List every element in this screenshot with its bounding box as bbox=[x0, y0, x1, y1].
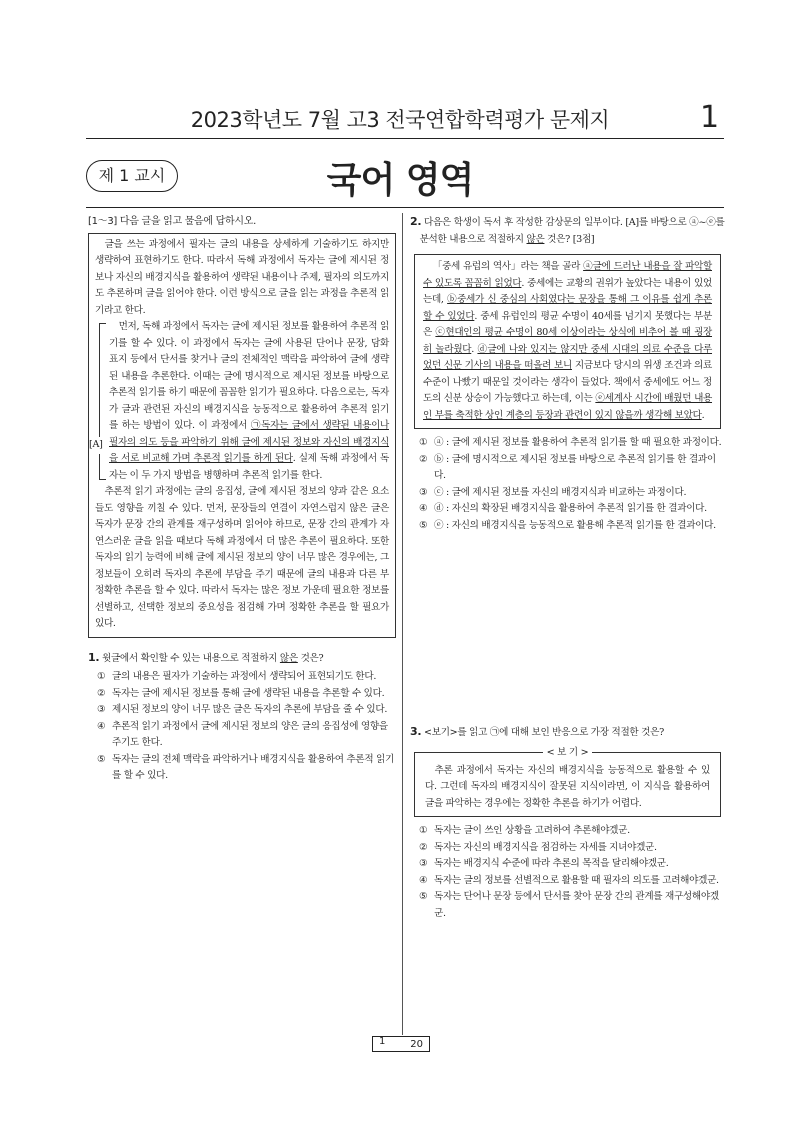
option[interactable]: ① 글의 내용은 필자가 기술하는 과정에서 생략되어 표현되기도 한다. bbox=[97, 671, 377, 682]
option[interactable]: ② 독자는 글에 제시된 정보를 통해 글에 생략된 내용을 추론할 수 있다. bbox=[97, 687, 385, 699]
option[interactable]: ③ ⓒ : 글에 제시된 정보를 자신의 배경지식과 비교하는 과정이다. bbox=[419, 486, 687, 498]
passage-paragraph-2: 먼저, 독해 과정에서 독자는 글에 제시된 정보를 활용하여 추론적 읽기를 할 수 있다. 이 과정에서 독자는 글에 사용된 단어나 문장, 담화 표지 등에서 단서를 찾거나 글의 전체적인 맥락을 파악하여 글에 생략된 내용을 추론한다. 이때는 글에 명시적으로 제시된 정보를 바탕으로 추론적 읽기를 하기 때문에 꼼꼼한 읽기가 필요하다. 다음으로는, 독자가 글과 관련된 자신의 배경지식을 능동적으로 활용하여 추론적 읽기를 하는 방법이 있다. 이 과정에서 ㉠독자는 글에서 생략된 내용이나 필자의 의도 등을 파악하기 위해 글에 제시된 정보와 자신의 배경지식을 서로 비교해 가며 추론적 읽기를 하게 된다. 실제 독해 과정에서 독자는 이 두 가지 방법을 병행하며 추론적 읽기를 한다. bbox=[109, 321, 389, 481]
option[interactable]: ⑤ 독자는 글의 전체 맥락을 파악하거나 배경지식을 활용하여 추론적 읽기를 할 수 있다. bbox=[97, 753, 395, 781]
bracket-a-section bbox=[89, 319, 389, 484]
question-3-stem: 3. <보기>를 읽고 ㉠에 대해 보인 반응으로 가장 적절한 것은? bbox=[410, 725, 664, 738]
option[interactable]: ⑤ 독자는 단어나 문장 등에서 단서를 찾아 문장 간의 관계를 재구성해야겠군. bbox=[419, 891, 719, 919]
option[interactable]: ④ 추론적 읽기 과정에서 글에 제시된 정보의 양은 글의 응집성에 영향을 주기도 한다. bbox=[97, 720, 388, 748]
question-1-options bbox=[88, 669, 396, 785]
footer-page: 1 bbox=[379, 1036, 386, 1047]
option[interactable]: ③ 제시된 정보의 양이 너무 많은 글은 독자의 추론에 부담을 줄 수 있다. bbox=[97, 704, 388, 715]
passage-paragraph-3: 추론적 읽기 과정에는 글의 응집성, 글에 제시된 정보의 양과 같은 요소들도 영향을 끼칠 수 있다. 먼저, 문장들의 연결이 자연스럽지 않은 글은 독자가 문장 간의 관계를 재구성하며 읽어야 하므로, 문장 간의 관계가 자연스러운 글을 읽을 때보다 독해 과정에서 더 많은 추론이 필요하다. 또한 독자의 읽기 능력에 비해 글에 제시된 정보의 양이 너무 많은 경우에는, 그 정보들이 오히려 독자의 추론에 부담을 주기 때문에 글의 내용과 다른 부정확한 추론을 할 수 있다. 따라서 독자는 많은 정보 가운데 필요한 정보를 선별하고, 선택한 정보의 중요성을 점검해 가며 정확한 추론을 할 필요가 있다. bbox=[95, 486, 389, 629]
question-3 bbox=[410, 724, 725, 922]
bogi-title: < 보 기 > bbox=[543, 747, 593, 758]
reading-passage bbox=[88, 233, 396, 638]
option[interactable]: ① 독자는 글이 쓰인 상황을 고려하여 추론해야겠군. bbox=[419, 825, 630, 836]
option[interactable]: ④ 독자는 글의 정보를 선별적으로 활용할 때 필자의 의도를 고려해야겠군. bbox=[419, 874, 719, 886]
left-column bbox=[88, 214, 396, 785]
question-1-stem: 1. 윗글에서 확인할 수 있는 내용으로 적절하지 않은 것은? bbox=[88, 650, 324, 664]
header-rule bbox=[86, 138, 724, 139]
bogi-text: 추론 과정에서 독자는 자신의 배경지식을 능동적으로 활용할 수 있다. 그런데 독자의 배경지식이 잘못된 지식이라면, 이 지식을 활용하여 글을 파악하는 경우에는 정확한 추론을 하기가 어렵다. bbox=[425, 764, 710, 809]
right-column bbox=[410, 214, 725, 922]
question-2 bbox=[410, 214, 725, 534]
option[interactable]: ① ⓐ : 글에 제시된 정보를 활용하여 추론적 읽기를 할 때 필요한 과정이다. bbox=[419, 437, 722, 448]
passage-paragraph-1: 글을 쓰는 과정에서 필자는 글의 내용을 상세하게 기술하기도 하지만 생략하여 표현하기도 한다. 따라서 독해 과정에서 독자는 글에 제시된 정보나 자신의 배경지식을 활용하여 생략된 내용이나 주제, 필자의 의도까지도 추론하며 글을 읽어야 한다. 이런 방식으로 글을 읽는 과정을 추론적 읽기라고 한다. bbox=[95, 238, 389, 316]
option[interactable]: ② ⓑ : 글에 명시적으로 제시된 정보를 바탕으로 추론적 읽기를 한 결과이다. bbox=[419, 453, 716, 481]
footer-total: 20 bbox=[410, 1039, 423, 1050]
question-1 bbox=[88, 650, 396, 785]
session-badge: 제 1 교시 bbox=[86, 160, 178, 192]
option[interactable]: ⑤ ⓔ : 자신의 배경지식을 능동적으로 활용해 추론적 읽기를 한 결과이다. bbox=[419, 519, 716, 531]
column-divider bbox=[402, 213, 403, 1035]
underlined-sentence-a: ㉠독자는 글에서 생략된 내용이나 필자의 의도 등을 파악하기 위해 글에 제시된 정보와 자신의 배경지식을 서로 비교해 가며 추론적 읽기를 하게 된다 bbox=[109, 420, 389, 464]
option[interactable]: ④ ⓓ : 자신의 확장된 배경지식을 활용하여 추론적 읽기를 한 결과이다. bbox=[419, 503, 707, 514]
bracket-a-line bbox=[99, 323, 106, 480]
question-2-options bbox=[410, 435, 725, 534]
bracket-a-label: [A] bbox=[89, 437, 103, 454]
bogi-box bbox=[414, 746, 721, 818]
subject-title: 국어 영역 bbox=[326, 160, 474, 201]
page-indicator bbox=[372, 1036, 430, 1052]
exam-title: 2023학년도 7월 고3 전국연합학력평가 문제지 bbox=[190, 108, 610, 132]
option[interactable]: ③ 독자는 배경지식 수준에 따라 추론의 목적을 달리해야겠군. bbox=[419, 858, 669, 869]
option[interactable]: ② 독자는 자신의 배경지식을 점검하는 자세를 지녀야겠군. bbox=[419, 841, 657, 853]
title-rule bbox=[86, 207, 724, 208]
question-2-stem: 2. 다음은 학생이 독서 후 작성한 감상문의 일부이다. [A]를 바탕으로 ⓐ~ⓔ를 분석한 내용으로 적절하지 않은 것은? [3점] bbox=[410, 215, 725, 245]
review-text: 「중세 유럽의 역사」라는 책을 골라 ⓐ글에 드러난 내용을 잘 파악할 수 있도록 꼼꼼히 읽었다. 중세에는 교황의 권위가 높았다는 내용이 있었는데, ⓑ중세가 신 중심의 사회였다는 문장을 통해 그 이유를 쉽게 추론할 수 있었다. 중세 유럽인의 평균 수명이 40세를 넘기지 못했다는 부분은 ⓒ현대인의 평균 수명이 80세 이상이라는 상식에 비추어 볼 때 굉장히 놀라웠다. ⓓ글에 나와 있지는 않지만 중세 시대의 의료 수준을 다루었던 신문 기사의 내용을 떠올려 보니 지금보다 당시의 위생 조건과 의료 수준이 나빴기 때문일 것이라는 생각이 들었다. 책에서 중세에도 어느 정도의 신분 상승이 가능했다고 하는데, 이는 ⓔ세계사 시간에 배웠던 내용인 부를 축적한 상인 계층의 등장과 관련이 있지 않을까 생각해 보았다. bbox=[423, 261, 713, 421]
page-number: 1 bbox=[700, 100, 720, 135]
set-instruction: [1～3] 다음 글을 읽고 물음에 답하시오. bbox=[88, 216, 256, 227]
question-3-options bbox=[410, 823, 725, 922]
review-excerpt-box bbox=[414, 254, 721, 429]
